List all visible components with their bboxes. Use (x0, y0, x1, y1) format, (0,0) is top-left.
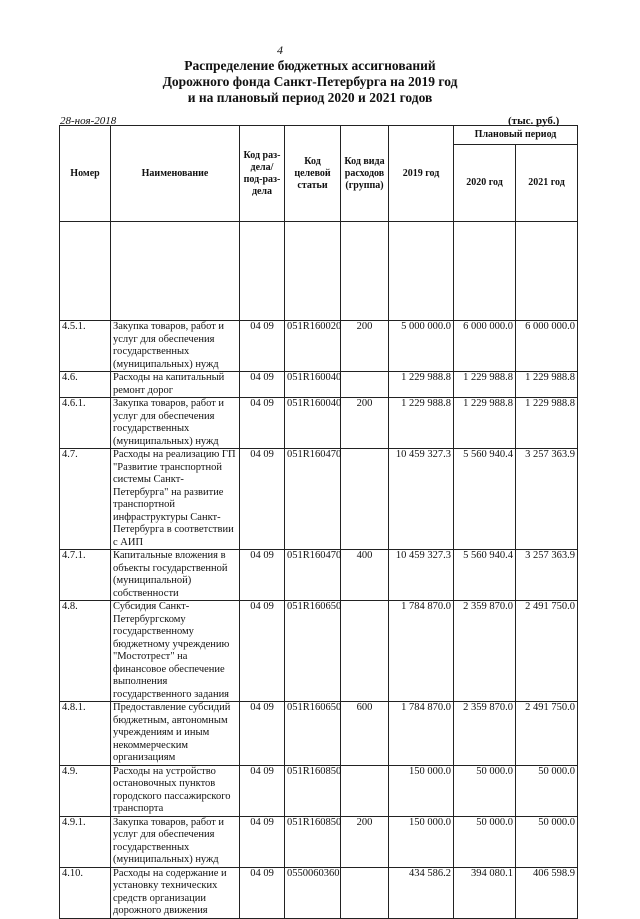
table-row (60, 372, 578, 398)
row-number: 4.9.1. (60, 816, 111, 867)
row-target-code: 051R160650 (285, 702, 341, 766)
table-row (60, 550, 578, 601)
row-name: Капитальные вложения в объекты государственной (муниципальной) собственности (111, 550, 240, 601)
row-amount-2019: 10 459 327.3 (389, 550, 454, 601)
row-target-code: 051R160850 (285, 765, 341, 816)
row-amount-2019: 150 000.0 (389, 765, 454, 816)
header-2020: 2020 год (454, 145, 516, 222)
table-row (60, 867, 578, 918)
table-row (60, 398, 578, 449)
row-amount-2019: 434 586.2 (389, 867, 454, 918)
row-amount-2020: 1 229 988.8 (454, 372, 516, 398)
row-amount-2021: 3 257 363.9 (516, 449, 578, 550)
row-expense-type (341, 765, 389, 816)
header-2021: 2021 год (516, 145, 578, 222)
header-name: Наименование (111, 126, 240, 222)
row-name: Расходы на капитальный ремонт дорог (111, 372, 240, 398)
row-expense-type (341, 449, 389, 550)
row-name: Субсидия Санкт-Петербургскому государственному бюджетному учреждению "Мостотрест" на финансовое обеспечение выполнения государственного задания (111, 601, 240, 702)
header-section-code: Код раз-дела/ под-раз-дела (240, 126, 285, 222)
row-number: 4.7. (60, 449, 111, 550)
header-number: Номер (60, 126, 111, 222)
row-amount-2021: 2 491 750.0 (516, 702, 578, 766)
row-amount-2021: 50 000.0 (516, 816, 578, 867)
document-date: 28-ноя-2018 (60, 115, 117, 127)
row-section-code: 04 09 (240, 816, 285, 867)
row-name: Расходы на устройство остановочных пунктов городского пассажирского транспорта (111, 765, 240, 816)
row-name: Предоставление субсидий бюджетным, автономным учреждениям и иным некоммерческим организациям (111, 702, 240, 766)
table-row (60, 702, 578, 766)
header-2019: 2019 год (389, 126, 454, 222)
row-expense-type: 200 (341, 321, 389, 372)
row-name: Закупка товаров, работ и услуг для обеспечения государственных (муниципальных) нужд (111, 321, 240, 372)
row-expense-type: 200 (341, 398, 389, 449)
row-target-code: 051R160650 (285, 601, 341, 702)
row-section-code: 04 09 (240, 765, 285, 816)
row-amount-2020: 1 229 988.8 (454, 398, 516, 449)
row-number: 4.8. (60, 601, 111, 702)
row-number: 4.9. (60, 765, 111, 816)
title-line-3: и на плановый период 2020 и 2021 годов (187, 90, 433, 105)
header-expense-type: Код вида расходов (группа) (341, 126, 389, 222)
row-name: Закупка товаров, работ и услуг для обеспечения государственных (муниципальных) нужд (111, 816, 240, 867)
table-spacer-row (60, 222, 578, 321)
row-amount-2020: 5 560 940.4 (454, 449, 516, 550)
row-amount-2019: 1 784 870.0 (389, 601, 454, 702)
title-line-1: Распределение бюджетных ассигнований (184, 58, 436, 73)
row-amount-2019: 1 229 988.8 (389, 398, 454, 449)
row-target-code: 051R160040 (285, 372, 341, 398)
row-target-code: 051R160020 (285, 321, 341, 372)
row-target-code: 051R160470 (285, 449, 341, 550)
row-section-code: 04 09 (240, 372, 285, 398)
row-amount-2020: 5 560 940.4 (454, 550, 516, 601)
header-planned-period: Плановый период (454, 126, 578, 145)
row-number: 4.5.1. (60, 321, 111, 372)
row-number: 4.10. (60, 867, 111, 918)
row-amount-2020: 2 359 870.0 (454, 601, 516, 702)
row-amount-2020: 50 000.0 (454, 765, 516, 816)
table-row (60, 321, 578, 372)
units-label: (тыс. руб.) (508, 115, 560, 127)
title-line-2: Дорожного фонда Санкт-Петербурга на 2019 год (162, 74, 458, 89)
row-expense-type: 400 (341, 550, 389, 601)
row-section-code: 04 09 (240, 321, 285, 372)
table-row (60, 765, 578, 816)
row-amount-2021: 1 229 988.8 (516, 372, 578, 398)
row-amount-2019: 1 784 870.0 (389, 702, 454, 766)
row-amount-2021: 50 000.0 (516, 765, 578, 816)
row-amount-2019: 5 000 000.0 (389, 321, 454, 372)
document-title (95, 58, 525, 106)
row-section-code: 04 09 (240, 702, 285, 766)
row-number: 4.8.1. (60, 702, 111, 766)
row-amount-2019: 150 000.0 (389, 816, 454, 867)
row-target-code: 051R160850 (285, 816, 341, 867)
row-expense-type: 600 (341, 702, 389, 766)
row-section-code: 04 09 (240, 550, 285, 601)
row-amount-2021: 6 000 000.0 (516, 321, 578, 372)
row-name: Закупка товаров, работ и услуг для обеспечения государственных (муниципальных) нужд (111, 398, 240, 449)
table-row (60, 816, 578, 867)
row-section-code: 04 09 (240, 601, 285, 702)
row-expense-type (341, 372, 389, 398)
row-section-code: 04 09 (240, 867, 285, 918)
row-amount-2020: 6 000 000.0 (454, 321, 516, 372)
table-row (60, 449, 578, 550)
budget-table (59, 125, 578, 919)
row-number: 4.6.1. (60, 398, 111, 449)
row-number: 4.6. (60, 372, 111, 398)
row-target-code: 051R160470 (285, 550, 341, 601)
row-section-code: 04 09 (240, 398, 285, 449)
row-amount-2021: 406 598.9 (516, 867, 578, 918)
row-amount-2020: 50 000.0 (454, 816, 516, 867)
table-row (60, 601, 578, 702)
row-section-code: 04 09 (240, 449, 285, 550)
row-target-code: 051R160040 (285, 398, 341, 449)
page-number: 4 (277, 43, 283, 57)
row-target-code: 0550060360 (285, 867, 341, 918)
row-amount-2021: 1 229 988.8 (516, 398, 578, 449)
row-name: Расходы на реализацию ГП "Развитие транспортной системы Санкт-Петербурга" на развитие транспортной инфраструктуры Санкт-Петербурга в соответствии с АИП (111, 449, 240, 550)
row-expense-type (341, 867, 389, 918)
row-number: 4.7.1. (60, 550, 111, 601)
row-expense-type (341, 601, 389, 702)
row-expense-type: 200 (341, 816, 389, 867)
row-name: Расходы на содержание и установку технических средств организации дорожного движения (111, 867, 240, 918)
row-amount-2021: 3 257 363.9 (516, 550, 578, 601)
row-amount-2019: 1 229 988.8 (389, 372, 454, 398)
row-amount-2020: 394 080.1 (454, 867, 516, 918)
header-target-code: Код целевой статьи (285, 126, 341, 222)
row-amount-2021: 2 491 750.0 (516, 601, 578, 702)
row-amount-2020: 2 359 870.0 (454, 702, 516, 766)
row-amount-2019: 10 459 327.3 (389, 449, 454, 550)
